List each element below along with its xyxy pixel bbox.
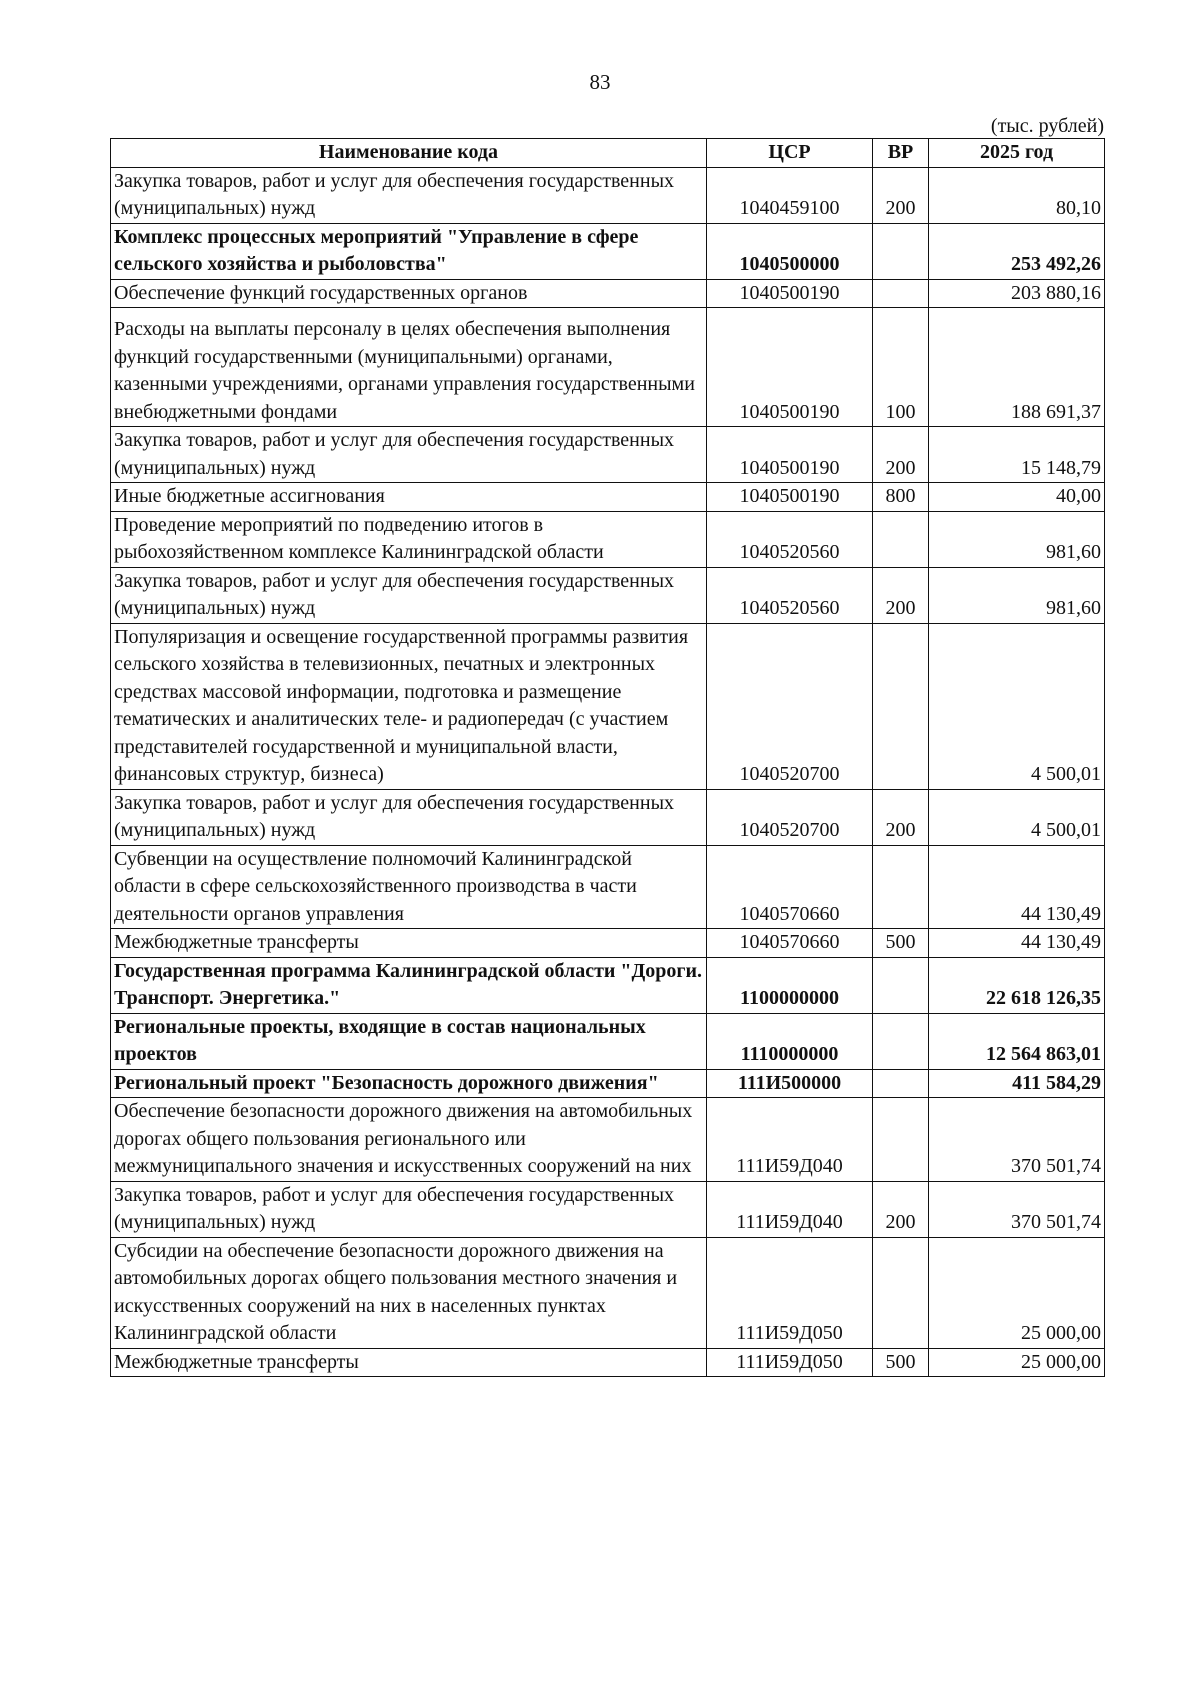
table-row [111, 1098, 1105, 1182]
table-row [111, 308, 1105, 427]
cell-sum: 981,60 [929, 567, 1105, 623]
cell-sum: 40,00 [929, 483, 1105, 512]
table-row [111, 567, 1105, 623]
table-row [111, 789, 1105, 845]
cell-sum: 12 564 863,01 [929, 1013, 1105, 1069]
cell-vr: 500 [873, 929, 929, 958]
cell-csr: 1040520560 [707, 567, 873, 623]
cell-name: Проведение мероприятий по подведению итогов в рыбохозяйственном комплексе Калининградской области [111, 511, 707, 567]
cell-name: Субсидии на обеспечение безопасности дорожного движения на автомобильных дорогах общего пользования местного значения и искусственных сооружений на них в населенных пунктах Калининградской области [111, 1237, 707, 1348]
cell-vr [873, 1013, 929, 1069]
cell-name: Региональные проекты, входящие в состав национальных проектов [111, 1013, 707, 1069]
cell-csr: 111И59Д050 [707, 1348, 873, 1377]
table-row [111, 845, 1105, 929]
table-header-row [111, 139, 1105, 168]
table-row [111, 957, 1105, 1013]
cell-csr: 111И500000 [707, 1069, 873, 1098]
cell-csr: 1040500190 [707, 427, 873, 483]
cell-csr: 1040500190 [707, 308, 873, 427]
cell-sum: 22 618 126,35 [929, 957, 1105, 1013]
cell-vr [873, 845, 929, 929]
cell-sum: 25 000,00 [929, 1348, 1105, 1377]
cell-sum: 44 130,49 [929, 929, 1105, 958]
cell-vr [873, 1069, 929, 1098]
cell-vr: 200 [873, 567, 929, 623]
table-row [111, 1348, 1105, 1377]
cell-sum: 4 500,01 [929, 623, 1105, 789]
cell-name: Региональный проект "Безопасность дорожного движения" [111, 1069, 707, 1098]
cell-vr: 800 [873, 483, 929, 512]
cell-csr: 111И59Д050 [707, 1237, 873, 1348]
cell-csr: 1100000000 [707, 957, 873, 1013]
cell-name: Расходы на выплаты персоналу в целях обеспечения выполнения функций государственными (муниципальными) органами, казенными учреждениями, органами управления государственными внебюджетными фондами [111, 308, 707, 427]
cell-csr: 1040520560 [707, 511, 873, 567]
table-row [111, 427, 1105, 483]
cell-sum: 25 000,00 [929, 1237, 1105, 1348]
cell-vr: 200 [873, 1181, 929, 1237]
cell-name: Закупка товаров, работ и услуг для обеспечения государственных (муниципальных) нужд [111, 1181, 707, 1237]
cell-csr: 1040500190 [707, 279, 873, 308]
units-label: (тыс. рублей) [990, 115, 1104, 137]
cell-vr [873, 623, 929, 789]
cell-csr: 1110000000 [707, 1013, 873, 1069]
table-row [111, 1237, 1105, 1348]
cell-name: Закупка товаров, работ и услуг для обеспечения государственных (муниципальных) нужд [111, 167, 707, 223]
cell-csr: 1040520700 [707, 623, 873, 789]
cell-name: Межбюджетные трансферты [111, 1348, 707, 1377]
header-csr: ЦСР [707, 139, 873, 168]
table-row [111, 1013, 1105, 1069]
cell-vr: 500 [873, 1348, 929, 1377]
cell-name: Закупка товаров, работ и услуг для обеспечения государственных (муниципальных) нужд [111, 427, 707, 483]
table-row [111, 929, 1105, 958]
header-name: Наименование кода [111, 139, 707, 168]
table-row [111, 279, 1105, 308]
cell-name: Обеспечение функций государственных органов [111, 279, 707, 308]
cell-sum: 981,60 [929, 511, 1105, 567]
cell-vr [873, 223, 929, 279]
cell-name: Комплекс процессных мероприятий "Управление в сфере сельского хозяйства и рыболовства" [111, 223, 707, 279]
cell-vr: 100 [873, 308, 929, 427]
budget-table [110, 138, 1105, 1377]
cell-sum: 15 148,79 [929, 427, 1105, 483]
cell-name: Государственная программа Калининградской области "Дороги. Транспорт. Энергетика." [111, 957, 707, 1013]
cell-csr: 111И59Д040 [707, 1181, 873, 1237]
cell-vr [873, 279, 929, 308]
cell-sum: 203 880,16 [929, 279, 1105, 308]
cell-vr [873, 1237, 929, 1348]
cell-name: Обеспечение безопасности дорожного движения на автомобильных дорогах общего пользования регионального или межмуниципального значения и искусственных сооружений на них [111, 1098, 707, 1182]
cell-sum: 44 130,49 [929, 845, 1105, 929]
header-vr: ВР [873, 139, 929, 168]
cell-name: Субвенции на осуществление полномочий Калининградской области в сфере сельскохозяйственного производства в части деятельности органов управления [111, 845, 707, 929]
header-year: 2025 год [929, 139, 1105, 168]
cell-sum: 370 501,74 [929, 1098, 1105, 1182]
table-row [111, 167, 1105, 223]
cell-csr: 1040459100 [707, 167, 873, 223]
cell-vr [873, 1098, 929, 1182]
cell-sum: 253 492,26 [929, 223, 1105, 279]
cell-csr: 1040570660 [707, 845, 873, 929]
table-row [111, 623, 1105, 789]
cell-csr: 1040500190 [707, 483, 873, 512]
cell-sum: 80,10 [929, 167, 1105, 223]
cell-sum: 188 691,37 [929, 308, 1105, 427]
cell-csr: 1040520700 [707, 789, 873, 845]
cell-sum: 4 500,01 [929, 789, 1105, 845]
cell-name: Популяризация и освещение государственной программы развития сельского хозяйства в телевизионных, печатных и электронных средствах массовой информации, подготовка и размещение тематических и аналитических теле- и радиопередач (с участием представителей государственной и муниципальной власти, финансовых структур, бизнеса) [111, 623, 707, 789]
page-number: 83 [589, 70, 611, 94]
cell-csr: 1040570660 [707, 929, 873, 958]
cell-vr: 200 [873, 167, 929, 223]
table-row [111, 483, 1105, 512]
table-row [111, 511, 1105, 567]
cell-vr: 200 [873, 789, 929, 845]
cell-name: Закупка товаров, работ и услуг для обеспечения государственных (муниципальных) нужд [111, 567, 707, 623]
cell-vr [873, 957, 929, 1013]
cell-name: Межбюджетные трансферты [111, 929, 707, 958]
cell-csr: 1040500000 [707, 223, 873, 279]
cell-sum: 411 584,29 [929, 1069, 1105, 1098]
table-row [111, 1181, 1105, 1237]
cell-vr: 200 [873, 427, 929, 483]
table-row [111, 1069, 1105, 1098]
cell-name: Иные бюджетные ассигнования [111, 483, 707, 512]
cell-csr: 111И59Д040 [707, 1098, 873, 1182]
cell-sum: 370 501,74 [929, 1181, 1105, 1237]
cell-name: Закупка товаров, работ и услуг для обеспечения государственных (муниципальных) нужд [111, 789, 707, 845]
cell-vr [873, 511, 929, 567]
table-row [111, 223, 1105, 279]
